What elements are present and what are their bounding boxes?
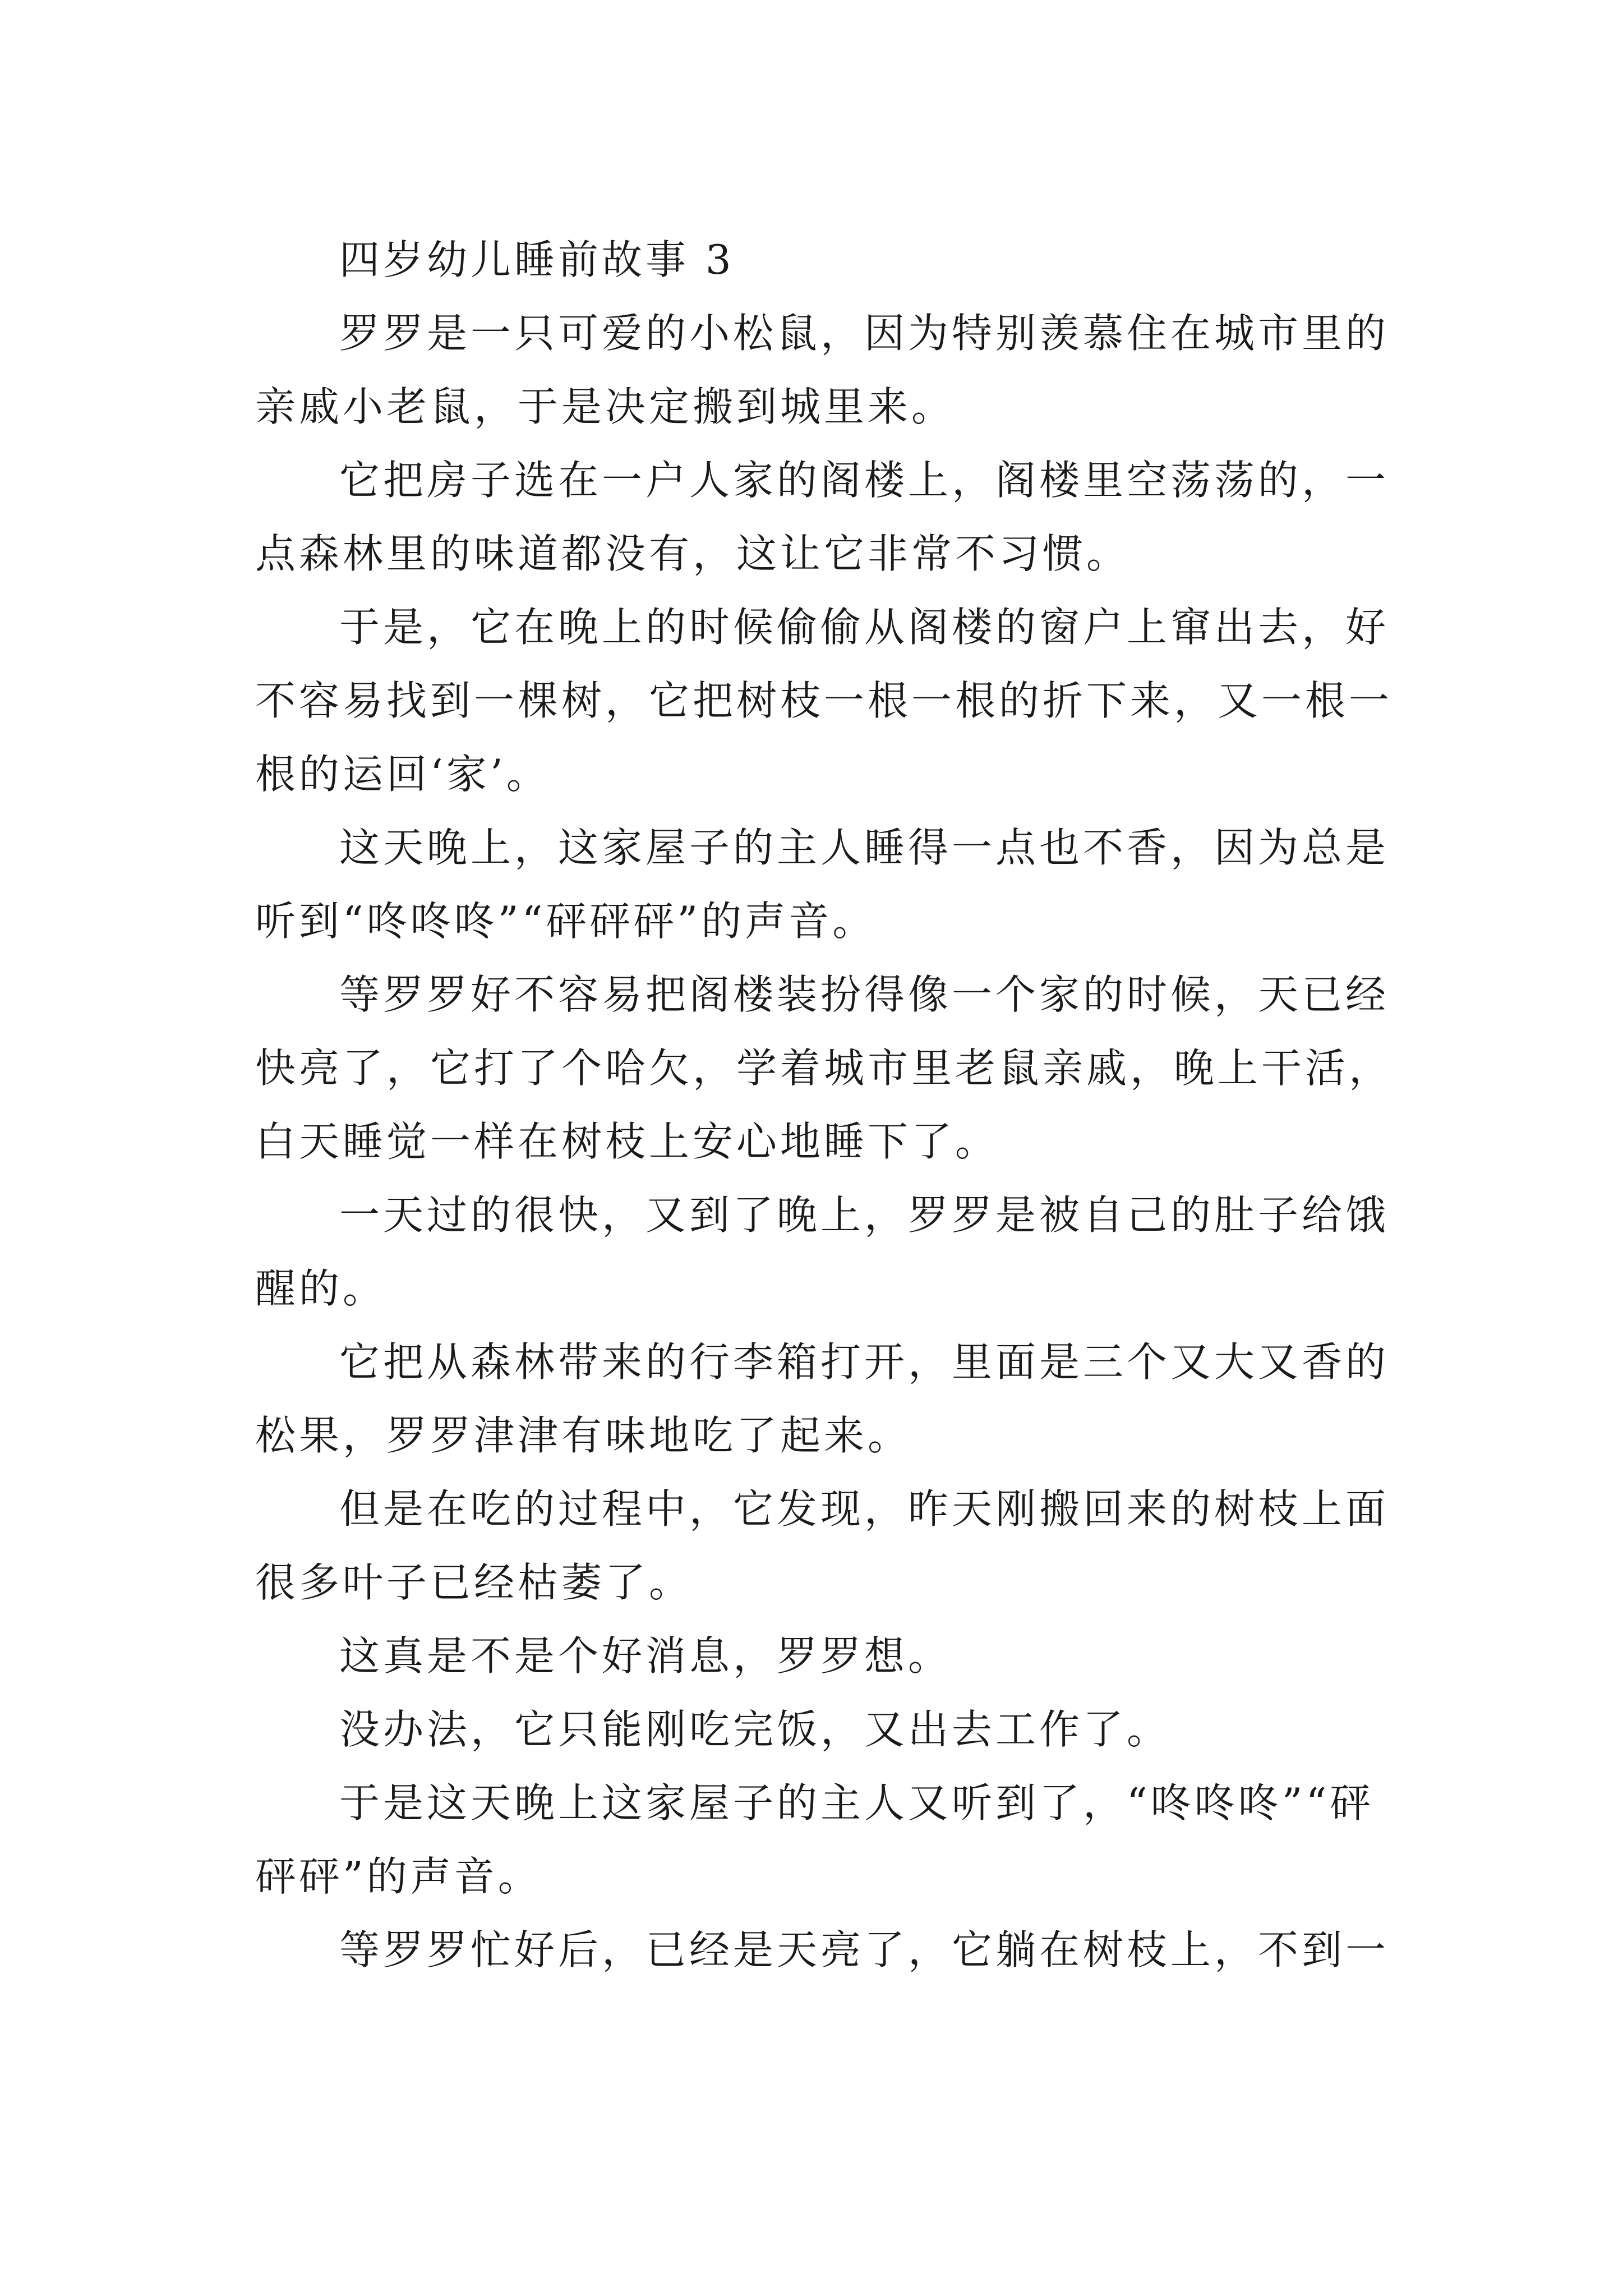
document-body bbox=[255, 223, 1394, 1987]
paragraph-4: 这天晚上，这家屋子的主人睡得一点也不香，因为总是听到“咚咚咚”“砰砰砰”的声音。 bbox=[255, 824, 1390, 945]
paragraph-11: 于是这天晚上这家屋子的主人又听到了，“咚咚咚”“砰砰砰”的声音。 bbox=[255, 1779, 1374, 1900]
paragraph-2: 它把房子选在一户人家的阁楼上，阁楼里空荡荡的，一点森林里的味道都没有，这让它非常不习惯。 bbox=[255, 457, 1390, 577]
paragraph-12: 等罗罗忙好后，已经是天亮了，它躺在树枝上，不到一 bbox=[339, 1926, 1390, 1973]
document-title: 四岁幼儿睡前故事 3 bbox=[339, 236, 735, 283]
paragraph-1: 罗罗是一只可爱的小松鼠，因为特别羡慕住在城市里的亲戚小老鼠，于是决定搬到城里来。 bbox=[255, 310, 1390, 430]
paragraph-8: 但是在吃的过程中，它发现，昨天刚搬回来的树枝上面很多叶子已经枯萎了。 bbox=[255, 1485, 1390, 1606]
paragraph-5: 等罗罗好不容易把阁楼装扮得像一个家的时候，天已经快亮了，它打了个哈欠，学着城市里老鼠亲戚，晚上干活，白天睡觉一样在树枝上安心地睡下了。 bbox=[255, 971, 1393, 1165]
paragraph-9: 这真是不是个好消息，罗罗想。 bbox=[339, 1632, 952, 1680]
paragraph-3: 于是，它在晚上的时候偷偷从阁楼的窗户上窜出去，好不容易找到一棵树，它把树枝一根一根的折下来，又一根一根的运回‘家’。 bbox=[255, 604, 1393, 798]
paragraph-6: 一天过的很快，又到了晚上，罗罗是被自己的肚子给饿醒的。 bbox=[255, 1191, 1390, 1312]
paragraph-7: 它把从森林带来的行李箱打开，里面是三个又大又香的松果，罗罗津津有味地吃了起来。 bbox=[255, 1338, 1390, 1459]
paragraph-10: 没办法，它只能刚吃完饭，又出去工作了。 bbox=[339, 1706, 1171, 1753]
